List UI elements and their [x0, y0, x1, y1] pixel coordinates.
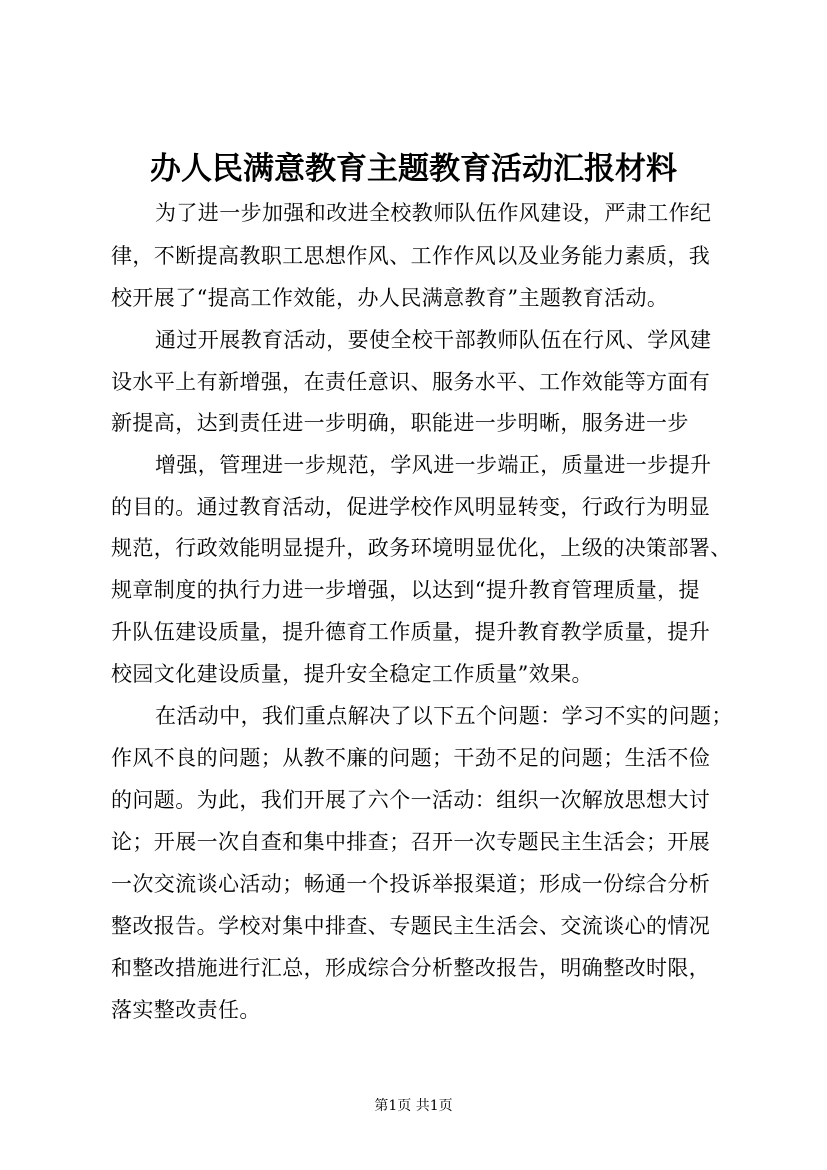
- text-line: 校开展了“提高工作效能，办人民满意教育”主题教育活动。: [111, 286, 669, 310]
- text-line: 通过开展教育活动，要使全校干部教师队伍在行风、学风建: [155, 328, 712, 352]
- text-line: 规范，行政效能明显提升，政务环境明显优化，上级的决策部署、: [111, 536, 732, 560]
- page-number-footer: 第1页 共1页: [374, 1098, 453, 1114]
- text-line: 在活动中，我们重点解决了以下五个问题：学习不实的问题；: [155, 704, 733, 728]
- text-line: 和整改措施进行汇总，形成综合分析整改报告，明确整改时限，: [111, 956, 711, 980]
- text-line: 落实整改责任。: [111, 998, 261, 1022]
- text-line: 一次交流谈心活动；畅通一个投诉举报渠道；形成一份综合分析: [111, 872, 711, 896]
- text-line: 规章制度的执行力进一步增强，以达到“提升教育管理质量，提: [111, 578, 700, 602]
- text-line: 论；开展一次自查和集中排查；召开一次专题民主生活会；开展: [111, 830, 711, 854]
- document-title: 办人民满意教育主题教育活动汇报材料: [150, 151, 677, 187]
- text-line: 升队伍建设质量，提升德育工作质量，提升教育教学质量，提升: [111, 620, 711, 644]
- text-line: 设水平上有新增强，在责任意识、服务水平、工作效能等方面有: [111, 370, 711, 394]
- text-line: 整改报告。学校对集中排查、专题民主生活会、交流谈心的情况: [111, 914, 711, 938]
- text-line: 为了进一步加强和改进全校教师队伍作风建设，严肃工作纪: [155, 201, 712, 225]
- text-line: 作风不良的问题；从教不廉的问题；干劲不足的问题；生活不俭: [111, 746, 711, 770]
- text-line: 的目的。通过教育活动，促进学校作风明显转变，行政行为明显: [111, 495, 711, 519]
- text-line: 新提高，达到责任进一步明确，职能进一步明晰，服务进一步: [111, 411, 689, 435]
- text-line: 的问题。为此，我们开展了六个一活动：组织一次解放思想大讨: [111, 788, 711, 812]
- text-line: 校园文化建设质量，提升安全稳定工作质量”效果。: [111, 662, 593, 686]
- text-line: 增强，管理进一步规范，学风进一步端正，质量进一步提升: [155, 453, 712, 477]
- text-line: 律，不断提高教职工思想作风、工作作风以及业务能力素质，我: [111, 244, 711, 268]
